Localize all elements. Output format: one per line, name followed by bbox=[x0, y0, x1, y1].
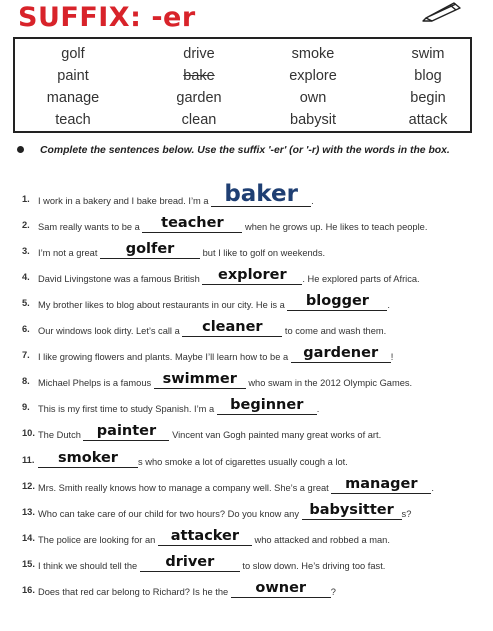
sentence-before: Sam really wants to be a bbox=[38, 222, 143, 232]
sentence-number: 4. bbox=[22, 272, 30, 282]
sentence-number: 6. bbox=[22, 324, 30, 334]
answer-blank[interactable] bbox=[287, 293, 387, 311]
handwritten-answer: manager bbox=[345, 476, 418, 492]
sentence-before: My brother likes to blog about restaurants in our city. He is a bbox=[38, 300, 288, 310]
handwritten-answer: baker bbox=[224, 181, 298, 207]
sentence-number: 9. bbox=[22, 402, 30, 412]
sentence-after: who swam in the 2012 Olympic Games. bbox=[245, 378, 413, 388]
answer-blank[interactable] bbox=[217, 397, 317, 415]
answer-blank[interactable] bbox=[154, 371, 246, 389]
sentence-after: who attacked and robbed a man. bbox=[251, 535, 390, 545]
sentence-after: . He explored parts of Africa. bbox=[302, 274, 420, 284]
word-bank-drive: drive bbox=[183, 46, 215, 62]
instructions: Complete the sentences below. Use the suffix '-er' (or '-r) with the words in the box. bbox=[40, 145, 450, 156]
sentence-before: I think we should tell the bbox=[38, 561, 140, 571]
word-bank-manage: manage bbox=[46, 90, 100, 106]
handwritten-answer: driver bbox=[165, 554, 215, 570]
sentence-before: Our windows look dirty. Let’s call a bbox=[38, 326, 183, 336]
sentence-number: 1. bbox=[22, 194, 30, 204]
sentence-number: 7. bbox=[22, 350, 30, 360]
sentence-text bbox=[38, 423, 382, 441]
handwritten-answer: smoker bbox=[58, 450, 118, 466]
worksheet-title: SUFFIX: -er bbox=[18, 2, 196, 33]
sentence-after: to slow down. He’s driving too fast. bbox=[239, 561, 386, 571]
word-bank-swim: swim bbox=[411, 46, 445, 62]
sentence-text bbox=[38, 502, 412, 520]
sentence-before: The Dutch bbox=[38, 430, 84, 440]
bullet-icon bbox=[17, 146, 24, 153]
answer-blank[interactable] bbox=[231, 580, 331, 598]
answer-blank[interactable] bbox=[302, 502, 402, 520]
sentence-text bbox=[38, 554, 386, 572]
answer-blank[interactable] bbox=[202, 267, 302, 285]
word-bank-smoke: smoke bbox=[291, 46, 335, 62]
sentence-number: 12. bbox=[22, 481, 35, 491]
word-bank-begin: begin bbox=[410, 90, 446, 106]
sentence-number: 2. bbox=[22, 220, 30, 230]
sentence-number: 8. bbox=[22, 376, 30, 386]
sentence-before: Michael Phelps is a famous bbox=[38, 378, 154, 388]
sentence-before: Does that red car belong to Richard? Is he the bbox=[38, 587, 231, 597]
sentence-number: 10. bbox=[22, 428, 35, 438]
word-bank-teach: teach bbox=[55, 112, 91, 128]
sentence-after: to come and wash them. bbox=[282, 326, 387, 336]
handwritten-answer: owner bbox=[255, 580, 307, 596]
sentence-number: 11. bbox=[22, 455, 35, 465]
sentence-before: This is my first time to study Spanish. I’m a bbox=[38, 404, 217, 414]
sentence-before: Who can take care of our child for two hours? Do you know any bbox=[38, 509, 302, 519]
answer-blank[interactable] bbox=[291, 345, 391, 363]
sentence-after: s? bbox=[401, 509, 412, 519]
sentence-text bbox=[38, 267, 420, 285]
sentence-number: 15. bbox=[22, 559, 35, 569]
sentence-text bbox=[38, 345, 394, 363]
word-bank-garden: garden bbox=[176, 90, 222, 106]
answer-blank[interactable] bbox=[100, 241, 200, 259]
sentence-text bbox=[38, 476, 434, 494]
sentence-after: ? bbox=[330, 587, 336, 597]
handwritten-answer: swimmer bbox=[162, 371, 237, 387]
sentence-text bbox=[38, 181, 314, 207]
sentence-before: David Livingstone was a famous British bbox=[38, 274, 203, 284]
word-bank-babysit: babysit bbox=[290, 112, 336, 128]
sentence-after: . bbox=[431, 483, 434, 493]
word-bank-clean: clean bbox=[181, 112, 217, 128]
handwritten-answer: blogger bbox=[305, 293, 369, 309]
pencil-icon bbox=[420, 0, 464, 22]
sentence-after: . bbox=[316, 404, 320, 414]
sentence-text bbox=[38, 319, 387, 337]
handwritten-answer: explorer bbox=[218, 267, 287, 283]
answer-blank[interactable] bbox=[83, 423, 169, 441]
sentence-before: Mrs. Smith really knows how to manage a company well. She’s a great bbox=[38, 483, 332, 493]
handwritten-answer: teacher bbox=[161, 215, 224, 231]
answer-blank[interactable] bbox=[140, 554, 240, 572]
answer-blank[interactable] bbox=[158, 528, 252, 546]
answer-blank[interactable] bbox=[211, 181, 311, 207]
sentence-after: . bbox=[387, 300, 391, 310]
handwritten-answer: golfer bbox=[125, 241, 175, 257]
sentence-text bbox=[38, 293, 391, 311]
sentence-text bbox=[38, 215, 428, 233]
sentence-text bbox=[38, 371, 413, 389]
sentence-after: when he grows up. He likes to teach people. bbox=[242, 222, 428, 232]
sentence-before: I’m not a great bbox=[38, 248, 101, 258]
sentence-text bbox=[38, 450, 348, 468]
handwritten-answer: gardener bbox=[303, 345, 379, 361]
sentence-after: but I like to golf on weekends. bbox=[200, 248, 326, 258]
sentence-number: 5. bbox=[22, 298, 30, 308]
answer-blank[interactable] bbox=[38, 450, 138, 468]
word-bank-bake: bake bbox=[183, 68, 215, 84]
sentence-after: . bbox=[311, 196, 314, 206]
sentence-before: I like growing flowers and plants. Maybe I’ll learn how to be a bbox=[38, 352, 291, 362]
handwritten-answer: painter bbox=[96, 423, 157, 439]
word-bank-blog: blog bbox=[414, 68, 442, 84]
handwritten-answer: beginner bbox=[230, 397, 304, 413]
sentence-after: ! bbox=[390, 352, 394, 362]
word-bank-own: own bbox=[299, 90, 327, 106]
sentence-before: The police are looking for an bbox=[38, 535, 158, 545]
answer-blank[interactable] bbox=[331, 476, 431, 494]
sentence-text bbox=[38, 528, 390, 546]
handwritten-answer: babysitter bbox=[309, 502, 394, 518]
sentence-after: s who smoke a lot of cigarettes usually cough a lot. bbox=[138, 457, 348, 467]
word-bank-golf: golf bbox=[61, 46, 85, 62]
sentence-number: 14. bbox=[22, 533, 35, 543]
word-bank-explore: explore bbox=[289, 68, 337, 84]
sentence-text bbox=[38, 580, 336, 598]
handwritten-answer: attacker bbox=[170, 528, 240, 544]
sentence-number: 16. bbox=[22, 585, 35, 595]
handwritten-answer: cleaner bbox=[202, 319, 263, 335]
word-bank-box bbox=[13, 37, 472, 133]
sentence-number: 3. bbox=[22, 246, 30, 256]
word-bank-attack: attack bbox=[408, 112, 448, 128]
sentence-number: 13. bbox=[22, 507, 35, 517]
answer-blank[interactable] bbox=[182, 319, 282, 337]
answer-blank[interactable] bbox=[142, 215, 242, 233]
sentence-text bbox=[38, 241, 326, 259]
sentence-after: Vincent van Gogh painted many great works of art. bbox=[169, 430, 382, 440]
word-bank-paint: paint bbox=[57, 68, 89, 84]
sentence-before: I work in a bakery and I bake bread. I’m a bbox=[38, 196, 212, 206]
sentence-text bbox=[38, 397, 320, 415]
